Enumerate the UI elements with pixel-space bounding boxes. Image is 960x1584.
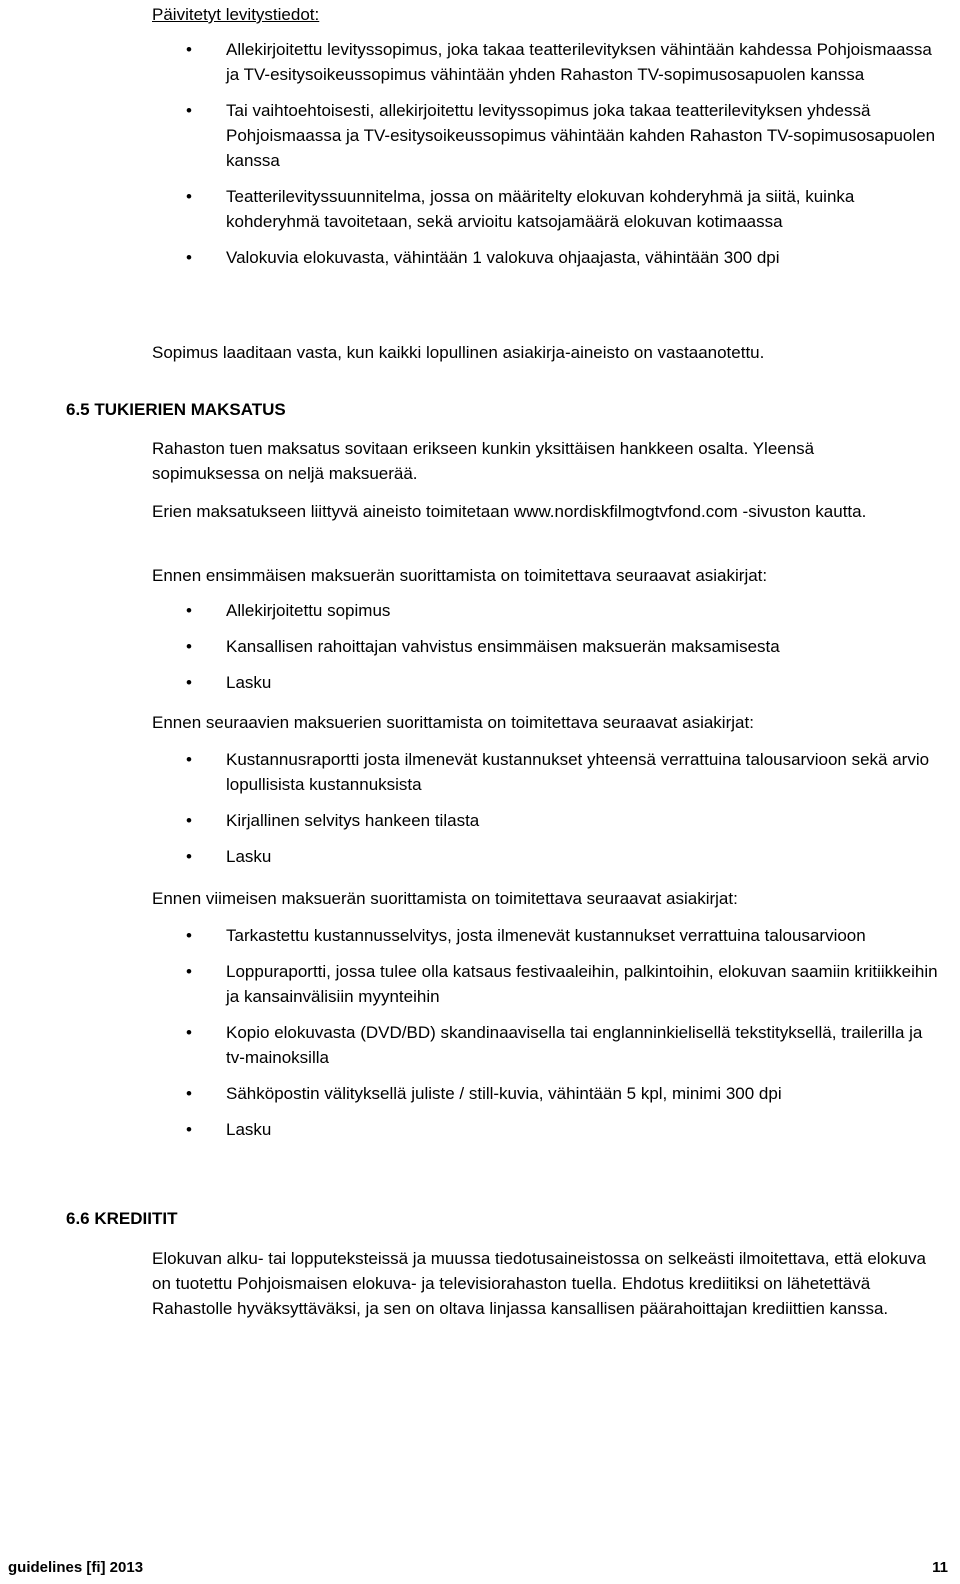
list-item: • Loppuraportti, jossa tulee olla katsaus festivaaleihin, palkintoihin, elokuvan saamiin kritiikkeihin ja kansainvälisiin myynteihin (152, 959, 942, 1009)
section-6-5-title: 6.5 TUKIERIEN MAKSATUS (66, 400, 286, 419)
list-item: • Allekirjoitettu levityssopimus, joka takaa teatterilevityksen vähintään kahdessa Pohjoismaassa ja TV-esitysoikeussopimus vähintään yhden Rahaston TV-sopimusosapuolen kanssa (152, 37, 942, 87)
last-payment-intro: Ennen viimeisen maksuerän suorittamista on toimitettava seuraavat asiakirjat: (152, 889, 738, 908)
updated-distribution-list (152, 37, 942, 281)
list-item: • Lasku (152, 1117, 942, 1142)
list-item: • Sähköpostin välityksellä juliste / still-kuvia, vähintään 5 kpl, minimi 300 dpi (152, 1081, 942, 1106)
section-6-6-title: 6.6 KREDIITIT (66, 1209, 178, 1228)
list-item: • Tarkastettu kustannusselvitys, josta ilmenevät kustannukset verrattuina talousarvioon (152, 923, 942, 948)
list-item: • Tai vaihtoehtoisesti, allekirjoitettu levityssopimus joka takaa teatterilevityksen yhdessä Pohjoismaassa ja TV-esitysoikeussopimus vähintään kahden Rahaston TV-sopimusosapuolen kanssa (152, 98, 942, 173)
last-payment-list (152, 923, 942, 1153)
list-item: • Lasku (152, 670, 942, 695)
page-number: 11 (932, 1559, 948, 1576)
list-item: • Valokuvia elokuvasta, vähintään 1 valokuva ohjaajasta, vähintään 300 dpi (152, 245, 942, 270)
next-payment-list (152, 747, 942, 880)
first-payment-list (152, 598, 942, 706)
next-payment-intro: Ennen seuraavien maksuerien suorittamista on toimitettava seuraavat asiakirjat: (152, 713, 754, 732)
list-item: • Teatterilevityssuunnitelma, jossa on määritelty elokuvan kohderyhmä ja siitä, kuinka kohderyhmä tavoitetaan, sekä arvioitu katsojamäärä elokuvan kotimaassa (152, 184, 942, 234)
contract-note: Sopimus laaditaan vasta, kun kaikki lopullinen asiakirja-aineisto on vastaanotettu. (152, 343, 765, 362)
footer-title: guidelines [fi] 2013 (8, 1559, 144, 1576)
first-payment-intro: Ennen ensimmäisen maksuerän suorittamista on toimitettava seuraavat asiakirjat: (152, 566, 768, 585)
list-item: • Kustannusraportti josta ilmenevät kustannukset yhteensä verrattuina talousarvioon sekä arvio lopullisista kustannuksista (152, 747, 942, 797)
list-item: • Kansallisen rahoittajan vahvistus ensimmäisen maksuerän maksamisesta (152, 634, 942, 659)
list-item: • Kopio elokuvasta (DVD/BD) skandinaavisella tai englanninkielisellä tekstityksellä, trailerilla ja tv-mainoksilla (152, 1020, 942, 1070)
list-item: • Allekirjoitettu sopimus (152, 598, 942, 623)
updated-distribution-heading: Päivitetyt levitystiedot: (152, 5, 320, 24)
section-6-6-paragraph: Elokuvan alku- tai lopputeksteissä ja muussa tiedotusaineistossa on selkeästi ilmoitettava, että elokuva on tuotettu Pohjoismaisen elokuva- ja televisiorahaston tuella. Ehdotus krediitiksi on lähetettävä Rahastolle hyväksyttäväksi, ja sen on oltava linjassa kansallisen päärahoittajan krediittien kanssa. (152, 1249, 926, 1318)
section-6-5-paragraph-1: Rahaston tuen maksatus sovitaan erikseen kunkin yksittäisen hankkeen osalta. Yleensä sopimuksessa on neljä maksuerää. (152, 439, 815, 483)
list-item: • Kirjallinen selvitys hankeen tilasta (152, 808, 942, 833)
list-item: • Lasku (152, 844, 942, 869)
section-6-5-paragraph-2: Erien maksatukseen liittyvä aineisto toimitetaan www.nordiskfilmogtvfond.com -sivuston kautta. (152, 502, 867, 521)
